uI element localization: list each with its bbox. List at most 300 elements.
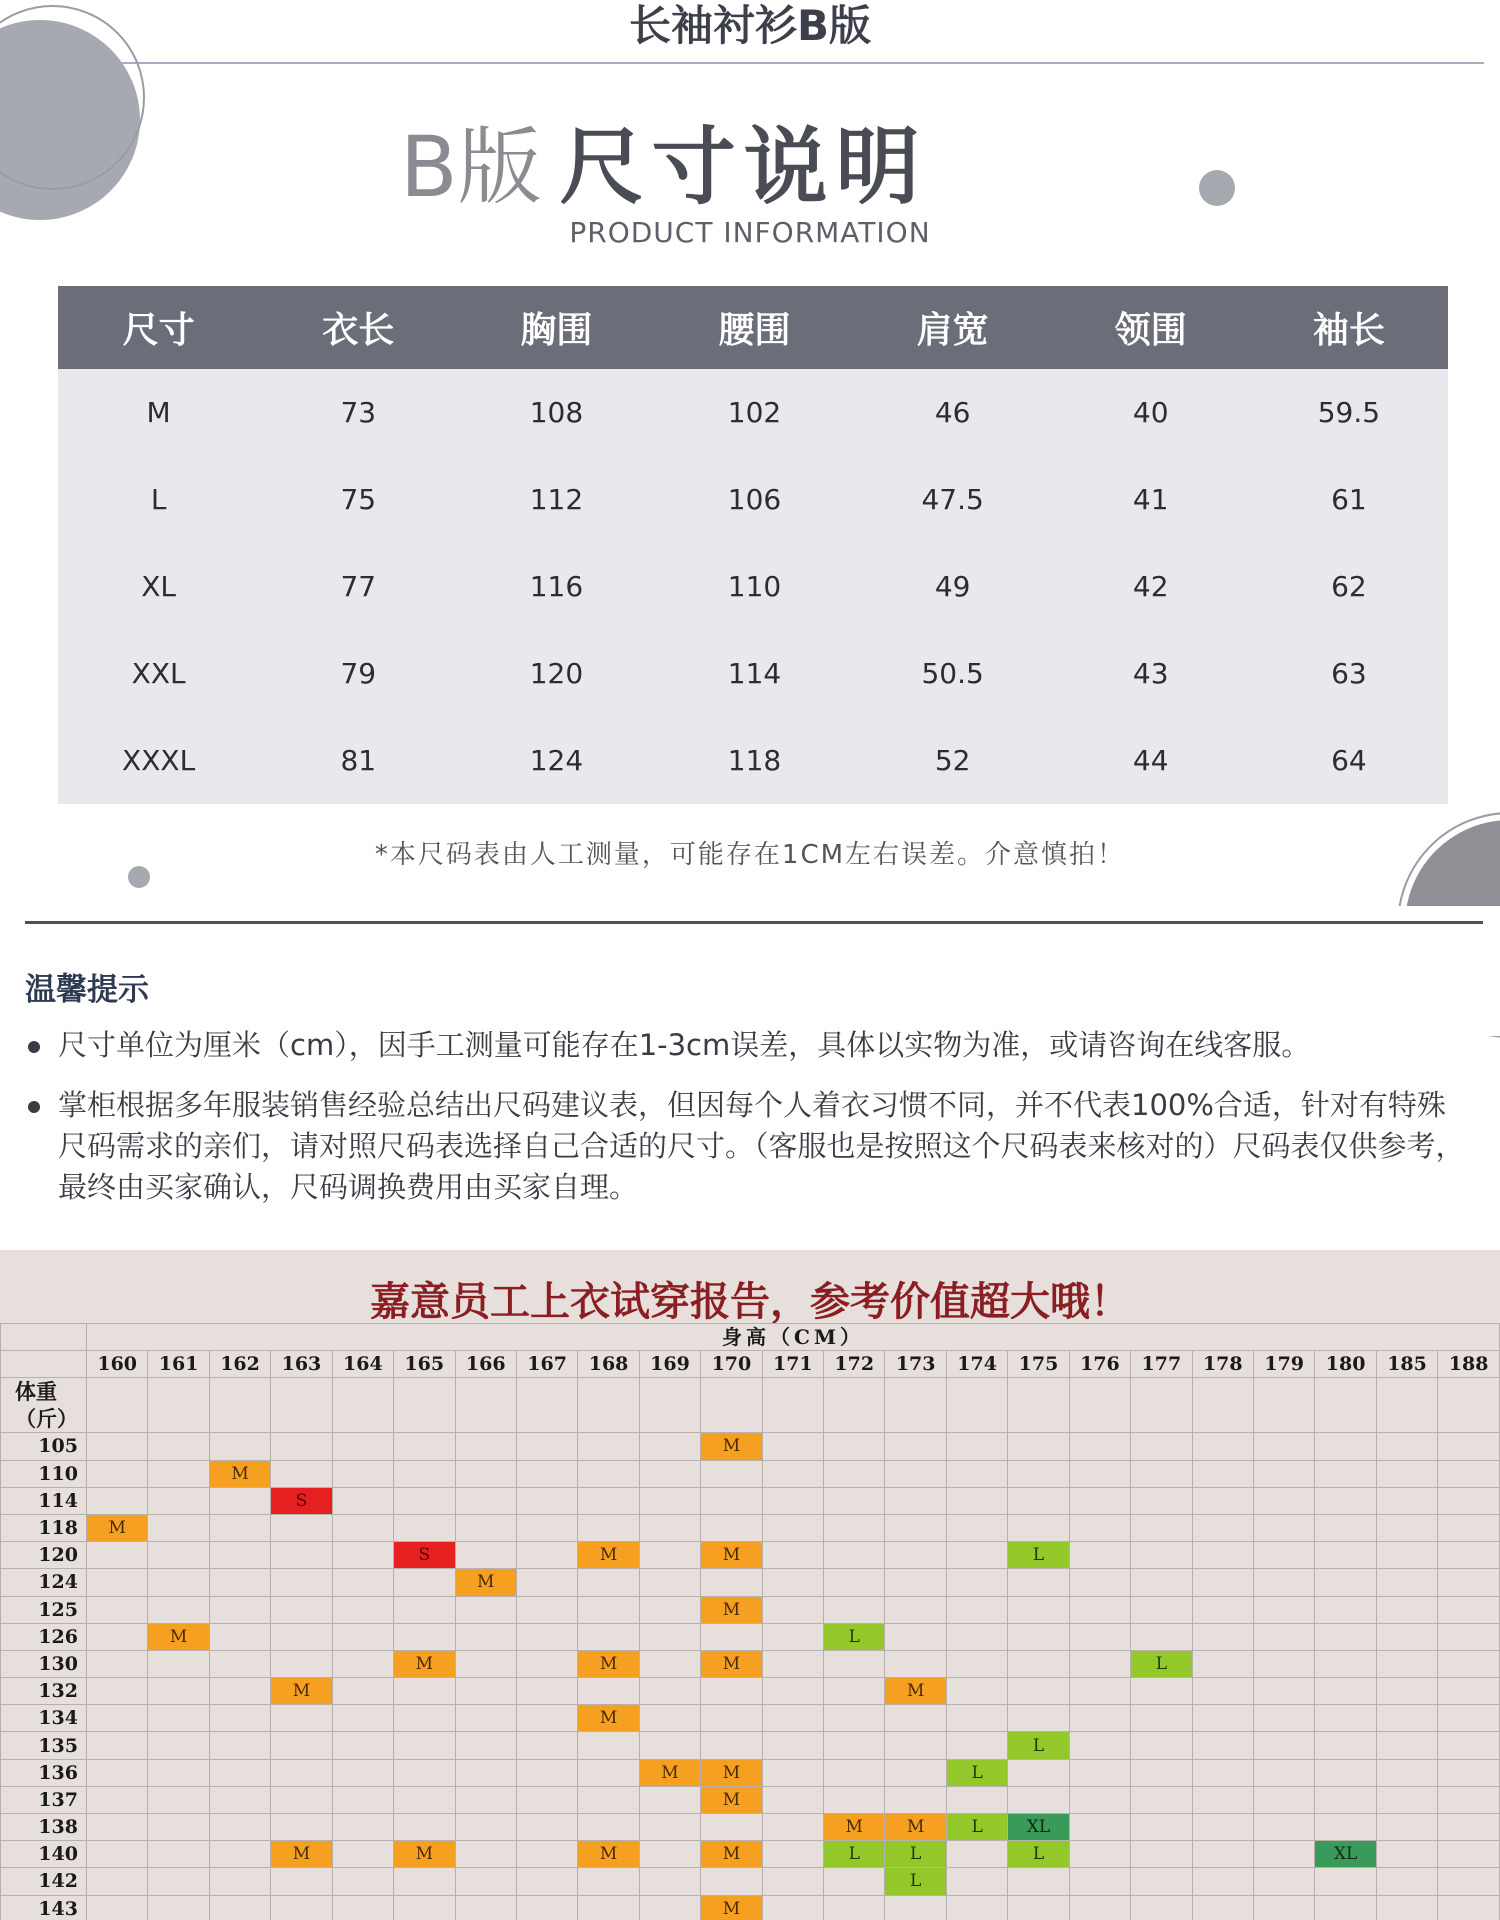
grid-weight-row [1,1678,1500,1705]
grid-cell [1253,1569,1314,1596]
decor-dot-right [1199,170,1235,206]
grid-cell [824,1596,885,1623]
grid-cell [1438,1623,1500,1650]
grid-cell [1315,1868,1376,1895]
grid-cell [332,1895,393,1920]
grid-cell [271,1868,332,1895]
size-table-cell: 81 [259,717,457,804]
grid-cell [455,1460,516,1487]
grid-cell [86,1895,147,1920]
size-table-cell: 114 [655,630,853,717]
fit-mark-m: M [578,1650,639,1677]
grid-cell [1253,1514,1314,1541]
grid-cell [455,1786,516,1813]
size-table-cell: L [58,456,259,543]
grid-cell [86,1841,147,1868]
grid-cell [271,1786,332,1813]
grid-cell [639,1814,700,1841]
grid-cell [455,1814,516,1841]
grid-cell [578,1678,639,1705]
height-label: 179 [1253,1351,1314,1378]
grid-cell [455,1542,516,1569]
grid-cell [701,1623,762,1650]
grid-cell [639,1895,700,1920]
grid-cell [394,1814,455,1841]
fit-mark-m: M [209,1460,270,1487]
decor-mask [1380,906,1500,1036]
grid-cell [824,1460,885,1487]
grid-cell [762,1433,823,1460]
fit-mark-xl: XL [1008,1814,1069,1841]
grid-cell [332,1378,393,1433]
grid-cell [1315,1542,1376,1569]
grid-cell [639,1378,700,1433]
weight-label: 120 [1,1542,87,1569]
grid-cell [946,1650,1007,1677]
grid-cell [455,1378,516,1433]
grid-cell [1253,1868,1314,1895]
grid-cell [762,1868,823,1895]
grid-cell [271,1650,332,1677]
grid-cell [1069,1841,1130,1868]
grid-cell [394,1569,455,1596]
grid-cell [1376,1732,1437,1759]
grid-cell [1438,1814,1500,1841]
grid-cell [1192,1705,1253,1732]
height-label: 171 [762,1351,823,1378]
height-label: 169 [639,1351,700,1378]
grid-cell [1376,1841,1437,1868]
grid-cell [824,1895,885,1920]
grid-cell [1069,1514,1130,1541]
grid-cell [516,1650,577,1677]
header-length: 衣长 [259,286,457,369]
grid-cell [1192,1433,1253,1460]
grid-cell [762,1841,823,1868]
grid-cell [1438,1895,1500,1920]
grid-cell [1008,1895,1069,1920]
height-axis-label: 身高（CM） [86,1324,1499,1351]
grid-cell [824,1786,885,1813]
grid-weight-row [1,1841,1500,1868]
grid-cell [762,1650,823,1677]
grid-cell [1192,1841,1253,1868]
grid-cell [1069,1378,1130,1433]
size-table-cell: 40 [1052,369,1250,456]
grid-cell [394,1460,455,1487]
tip-item [28,1085,1478,1208]
size-table-cell: 43 [1052,630,1250,717]
height-label: 160 [86,1351,147,1378]
grid-cell [455,1868,516,1895]
grid-cell [1008,1460,1069,1487]
weight-label: 138 [1,1814,87,1841]
grid-cell [946,1705,1007,1732]
grid-cell [578,1569,639,1596]
size-table-cell: 79 [259,630,457,717]
tip-text: 尺寸单位为厘米（cm），因手工测量可能存在1-3cm误差，具体以实物为准，或请咨询在线客服。 [58,1028,1311,1062]
grid-cell [701,1514,762,1541]
grid-cell [1192,1460,1253,1487]
grid-cell [271,1814,332,1841]
hero-b-label: B版 [400,118,542,216]
grid-cell [885,1623,946,1650]
grid-cell [271,1759,332,1786]
grid-cell [209,1678,270,1705]
grid-cell [824,1542,885,1569]
grid-cell [1438,1378,1500,1433]
grid-cell [1069,1650,1130,1677]
tips-title: 温馨提示 [25,972,149,1008]
height-label: 161 [148,1351,209,1378]
grid-cell [516,1542,577,1569]
grid-cell [946,1786,1007,1813]
header-sleeve: 袖长 [1250,286,1448,369]
grid-cell [578,1732,639,1759]
grid-cell [332,1623,393,1650]
grid-cell [455,1514,516,1541]
grid-cell [1131,1786,1192,1813]
size-table-cell: 116 [457,543,655,630]
fit-mark-m: M [701,1895,762,1920]
grid-cell [762,1732,823,1759]
grid-cell [946,1895,1007,1920]
fit-mark-m: M [701,1433,762,1460]
fit-mark-l: L [824,1623,885,1650]
grid-cell [946,1542,1007,1569]
grid-cell [946,1378,1007,1433]
grid-cell [762,1623,823,1650]
grid-cell [946,1623,1007,1650]
grid-cell [1069,1732,1130,1759]
grid-cell [639,1786,700,1813]
grid-cell [1192,1786,1253,1813]
grid-cell [86,1786,147,1813]
grid-cell [885,1542,946,1569]
grid-cell [1376,1378,1437,1433]
grid-cell [1131,1759,1192,1786]
grid-cell [824,1514,885,1541]
fit-mark-m: M [394,1650,455,1677]
grid-cell [455,1650,516,1677]
grid-cell [148,1378,209,1433]
height-label: 164 [332,1351,393,1378]
size-table-row [58,369,1448,456]
fit-mark-m: M [639,1759,700,1786]
grid-cell [209,1623,270,1650]
grid-cell [271,1460,332,1487]
header-collar: 领围 [1052,286,1250,369]
grid-cell [762,1487,823,1514]
grid-cell [1253,1487,1314,1514]
grid-cell [1069,1705,1130,1732]
height-label: 168 [578,1351,639,1378]
grid-cell [148,1705,209,1732]
size-table-cell: 42 [1052,543,1250,630]
grid-cell [1192,1732,1253,1759]
grid-cell [1376,1786,1437,1813]
weight-axis-label: 体重（斤） [1,1378,87,1433]
grid-cell [1315,1569,1376,1596]
grid-cell [148,1895,209,1920]
grid-cell [516,1678,577,1705]
grid-cell [86,1623,147,1650]
grid-cell [639,1514,700,1541]
grid-cell [885,1596,946,1623]
height-label: 177 [1131,1351,1192,1378]
grid-cell [639,1596,700,1623]
grid-cell [394,1895,455,1920]
grid-cell [86,1433,147,1460]
grid-cell [209,1759,270,1786]
height-label: 163 [271,1351,332,1378]
grid-cell [1069,1569,1130,1596]
fit-mark-l: L [885,1841,946,1868]
grid-cell [209,1542,270,1569]
fit-mark-l: L [946,1814,1007,1841]
grid-cell [1376,1514,1437,1541]
measurement-note: *本尺码表由人工测量，可能存在1CM左右误差。介意慎拍！ [374,840,1126,870]
grid-cell [1253,1460,1314,1487]
grid-cell [1192,1650,1253,1677]
size-table-cell: XXXL [58,717,259,804]
grid-cell [1192,1623,1253,1650]
grid-cell [332,1460,393,1487]
grid-weight-axis-row [1,1378,1500,1433]
hero-title [400,100,1100,216]
grid-cell [516,1705,577,1732]
grid-weight-row [1,1814,1500,1841]
grid-cell [578,1514,639,1541]
grid-weight-row [1,1868,1500,1895]
grid-cell [1253,1433,1314,1460]
size-table-cell: XXL [58,630,259,717]
grid-cell [1315,1895,1376,1920]
size-table-cell: 50.5 [854,630,1052,717]
grid-cell [1192,1814,1253,1841]
grid-cell [209,1786,270,1813]
grid-cell [1315,1378,1376,1433]
grid-cell [516,1514,577,1541]
grid-cell [516,1596,577,1623]
fit-mark-l: L [885,1868,946,1895]
size-table-row [58,717,1448,804]
grid-cell [1069,1895,1130,1920]
grid-axis-row [1,1324,1500,1351]
grid-cell [516,1378,577,1433]
grid-cell [824,1868,885,1895]
grid-cell [885,1759,946,1786]
grid-cell [1008,1569,1069,1596]
grid-cell [1008,1596,1069,1623]
grid-cell [86,1460,147,1487]
grid-cell [1069,1623,1130,1650]
grid-cell [762,1569,823,1596]
grid-cell [639,1542,700,1569]
tip-item [28,1025,1478,1066]
grid-cell [762,1596,823,1623]
hero-main-title: 尺寸说明 [559,118,928,216]
section-divider [25,921,1483,924]
height-label: 180 [1315,1351,1376,1378]
size-table-cell: 49 [854,543,1052,630]
grid-cell [1131,1678,1192,1705]
grid-cell [1376,1895,1437,1920]
grid-cell [578,1596,639,1623]
grid-cell [1376,1623,1437,1650]
grid-cell [639,1841,700,1868]
grid-cell [1131,1487,1192,1514]
fit-mark-m: M [701,1759,762,1786]
grid-cell [1438,1460,1500,1487]
grid-cell [1008,1868,1069,1895]
height-label: 176 [1069,1351,1130,1378]
grid-cell [946,1732,1007,1759]
grid-cell [394,1732,455,1759]
fit-mark-xl: XL [1315,1841,1376,1868]
size-table-cell: 59.5 [1250,369,1448,456]
grid-cell [394,1705,455,1732]
bullet-icon [28,1041,40,1053]
grid-cell [578,1759,639,1786]
weight-label: 140 [1,1841,87,1868]
grid-cell [701,1732,762,1759]
grid-cell [148,1542,209,1569]
grid-cell [1376,1542,1437,1569]
grid-cell [1192,1569,1253,1596]
grid-cell [209,1569,270,1596]
grid-cell [639,1650,700,1677]
grid-cell [639,1868,700,1895]
grid-cell [824,1569,885,1596]
grid-cell [885,1460,946,1487]
grid-cell [271,1596,332,1623]
grid-cell [332,1650,393,1677]
fit-mark-m: M [701,1542,762,1569]
grid-cell [1008,1759,1069,1786]
grid-cell [455,1433,516,1460]
grid-cell [86,1868,147,1895]
fit-mark-l: L [1131,1650,1192,1677]
weight-label: 124 [1,1569,87,1596]
grid-cell [455,1623,516,1650]
grid-cell [394,1678,455,1705]
grid-cell [148,1814,209,1841]
size-table-cell: 47.5 [854,456,1052,543]
grid-cell [639,1678,700,1705]
grid-cell [1376,1678,1437,1705]
grid-cell [1315,1814,1376,1841]
grid-weight-row [1,1542,1500,1569]
grid-cell [824,1487,885,1514]
grid-cell [86,1487,147,1514]
height-label: 172 [824,1351,885,1378]
grid-cell [209,1895,270,1920]
grid-cell [86,1705,147,1732]
fit-mark-m: M [271,1678,332,1705]
fit-mark-m: M [148,1623,209,1650]
grid-cell [1376,1650,1437,1677]
grid-cell [209,1487,270,1514]
grid-weight-row [1,1487,1500,1514]
grid-cell [701,1705,762,1732]
grid-cell [1438,1841,1500,1868]
grid-cell [209,1596,270,1623]
grid-cell [1253,1623,1314,1650]
grid-cell [639,1705,700,1732]
height-label: 165 [394,1351,455,1378]
top-divider [28,62,1484,64]
size-table-cell: 52 [854,717,1052,804]
grid-cell [516,1623,577,1650]
grid-cell [516,1460,577,1487]
grid-cell [824,1433,885,1460]
grid-cell [885,1786,946,1813]
grid-cell [762,1542,823,1569]
grid-cell [578,1868,639,1895]
grid-cell [639,1433,700,1460]
grid-cell [1376,1814,1437,1841]
weight-label: 118 [1,1514,87,1541]
header-waist: 腰围 [655,286,853,369]
grid-cell [1131,1569,1192,1596]
grid-cell [1376,1705,1437,1732]
grid-cell [1131,1895,1192,1920]
grid-cell [209,1514,270,1541]
grid-weight-row [1,1650,1500,1677]
bullet-icon [28,1101,40,1113]
fit-mark-m: M [86,1514,147,1541]
height-label: 175 [1008,1351,1069,1378]
header-shoulder: 肩宽 [854,286,1052,369]
grid-cell [1438,1487,1500,1514]
grid-cell [1192,1378,1253,1433]
header-chest: 胸围 [457,286,655,369]
grid-cell [578,1487,639,1514]
grid-cell [1008,1786,1069,1813]
grid-cell [332,1542,393,1569]
grid-cell [885,1378,946,1433]
grid-cell [946,1514,1007,1541]
grid-cell [1376,1460,1437,1487]
grid-cell [86,1678,147,1705]
grid-cell [885,1895,946,1920]
grid-cell [885,1433,946,1460]
grid-cell [1253,1678,1314,1705]
size-table-cell: 44 [1052,717,1250,804]
grid-cell [271,1433,332,1460]
grid-cell [1315,1786,1376,1813]
weight-label: 134 [1,1705,87,1732]
grid-cell [1008,1378,1069,1433]
grid-cell [762,1514,823,1541]
grid-cell [1008,1487,1069,1514]
grid-weight-row [1,1569,1500,1596]
grid-cell [1376,1596,1437,1623]
size-table-cell: 102 [655,369,853,456]
grid-cell [885,1514,946,1541]
grid-cell [1131,1705,1192,1732]
grid-cell [1315,1514,1376,1541]
grid-cell [824,1759,885,1786]
grid-cell [1253,1378,1314,1433]
grid-cell [1192,1514,1253,1541]
grid-cell [209,1650,270,1677]
grid-cell [332,1759,393,1786]
size-table-cell: 124 [457,717,655,804]
grid-cell [639,1569,700,1596]
fitting-report [0,1250,1500,1920]
